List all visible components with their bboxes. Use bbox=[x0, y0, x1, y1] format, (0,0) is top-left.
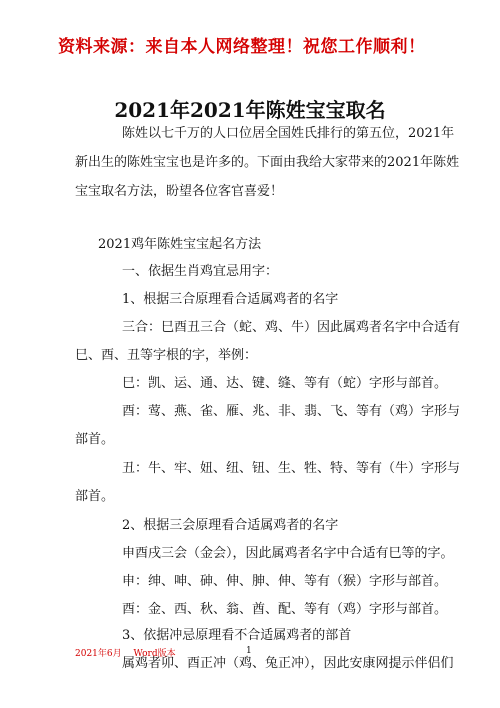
paragraph-line: 申：绅、呻、砷、伸、胂、伸、等有（猴）字形与部首。 bbox=[122, 574, 448, 589]
paragraph-line: 2、根据三会原理看合适属鸡者的名字 bbox=[122, 518, 339, 533]
paragraph-line: 三合：巳酉丑三合（蛇、鸡、牛）因此属鸡者名字中合适有 bbox=[122, 320, 461, 335]
paragraph-line: 丑：牛、牢、妞、纽、钮、生、牲、特、等有（牛）字形与 bbox=[122, 461, 461, 476]
section-heading: 2021鸡年陈姓宝宝起名方法 bbox=[98, 237, 262, 252]
page-title: 2021年2021年陈姓宝宝取名 bbox=[114, 98, 386, 122]
page-number: 1 bbox=[246, 646, 252, 656]
footer-date: 2021年6月 Word版本 bbox=[75, 649, 176, 659]
paragraph-line: 酉：莺、燕、雀、雁、兆、非、翡、飞、等有（鸡）字形与 bbox=[122, 404, 461, 419]
paragraph-line: 属鸡者卯、酉正冲（鸡、兔正冲），因此安康网提示伴侣们 bbox=[122, 656, 454, 671]
paragraph-line: 巳、酉、丑等字根的字，举例： bbox=[75, 348, 258, 363]
paragraph-line: 3、依据冲忌原理看不合适属鸡者的部首 bbox=[122, 628, 352, 643]
paragraph-line: 陈姓以七千万的人口位居全国姓氏排行的第五位，2021年 bbox=[122, 126, 455, 141]
paragraph-line: 宝宝取名方法，盼望各位客官喜爱！ bbox=[75, 184, 284, 199]
paragraph-line: 申酉戌三会（金会），因此属鸡者名字中合适有巳等的字。 bbox=[122, 546, 454, 561]
paragraph-line: 部首。 bbox=[75, 432, 115, 447]
paragraph-line: 部首。 bbox=[75, 489, 115, 504]
paragraph-line: 巳：凯、运、通、达、键、缝、等有（蛇）字形与部首。 bbox=[122, 376, 448, 391]
paragraph-line: 一、依据生肖鸡宜忌用字： bbox=[122, 264, 279, 279]
source-banner: 资料来源：来自本人网络整理！祝您工作顺利！ bbox=[58, 37, 426, 57]
paragraph-line: 1、根据三合原理看合适属鸡者的名字 bbox=[122, 292, 339, 307]
paragraph-line: 新出生的陈姓宝宝也是许多的。下面由我给大家带来的2021年陈姓 bbox=[75, 155, 460, 170]
paragraph-line: 酉：金、西、秋、翁、酋、配、等有（鸡）字形与部首。 bbox=[122, 602, 448, 617]
